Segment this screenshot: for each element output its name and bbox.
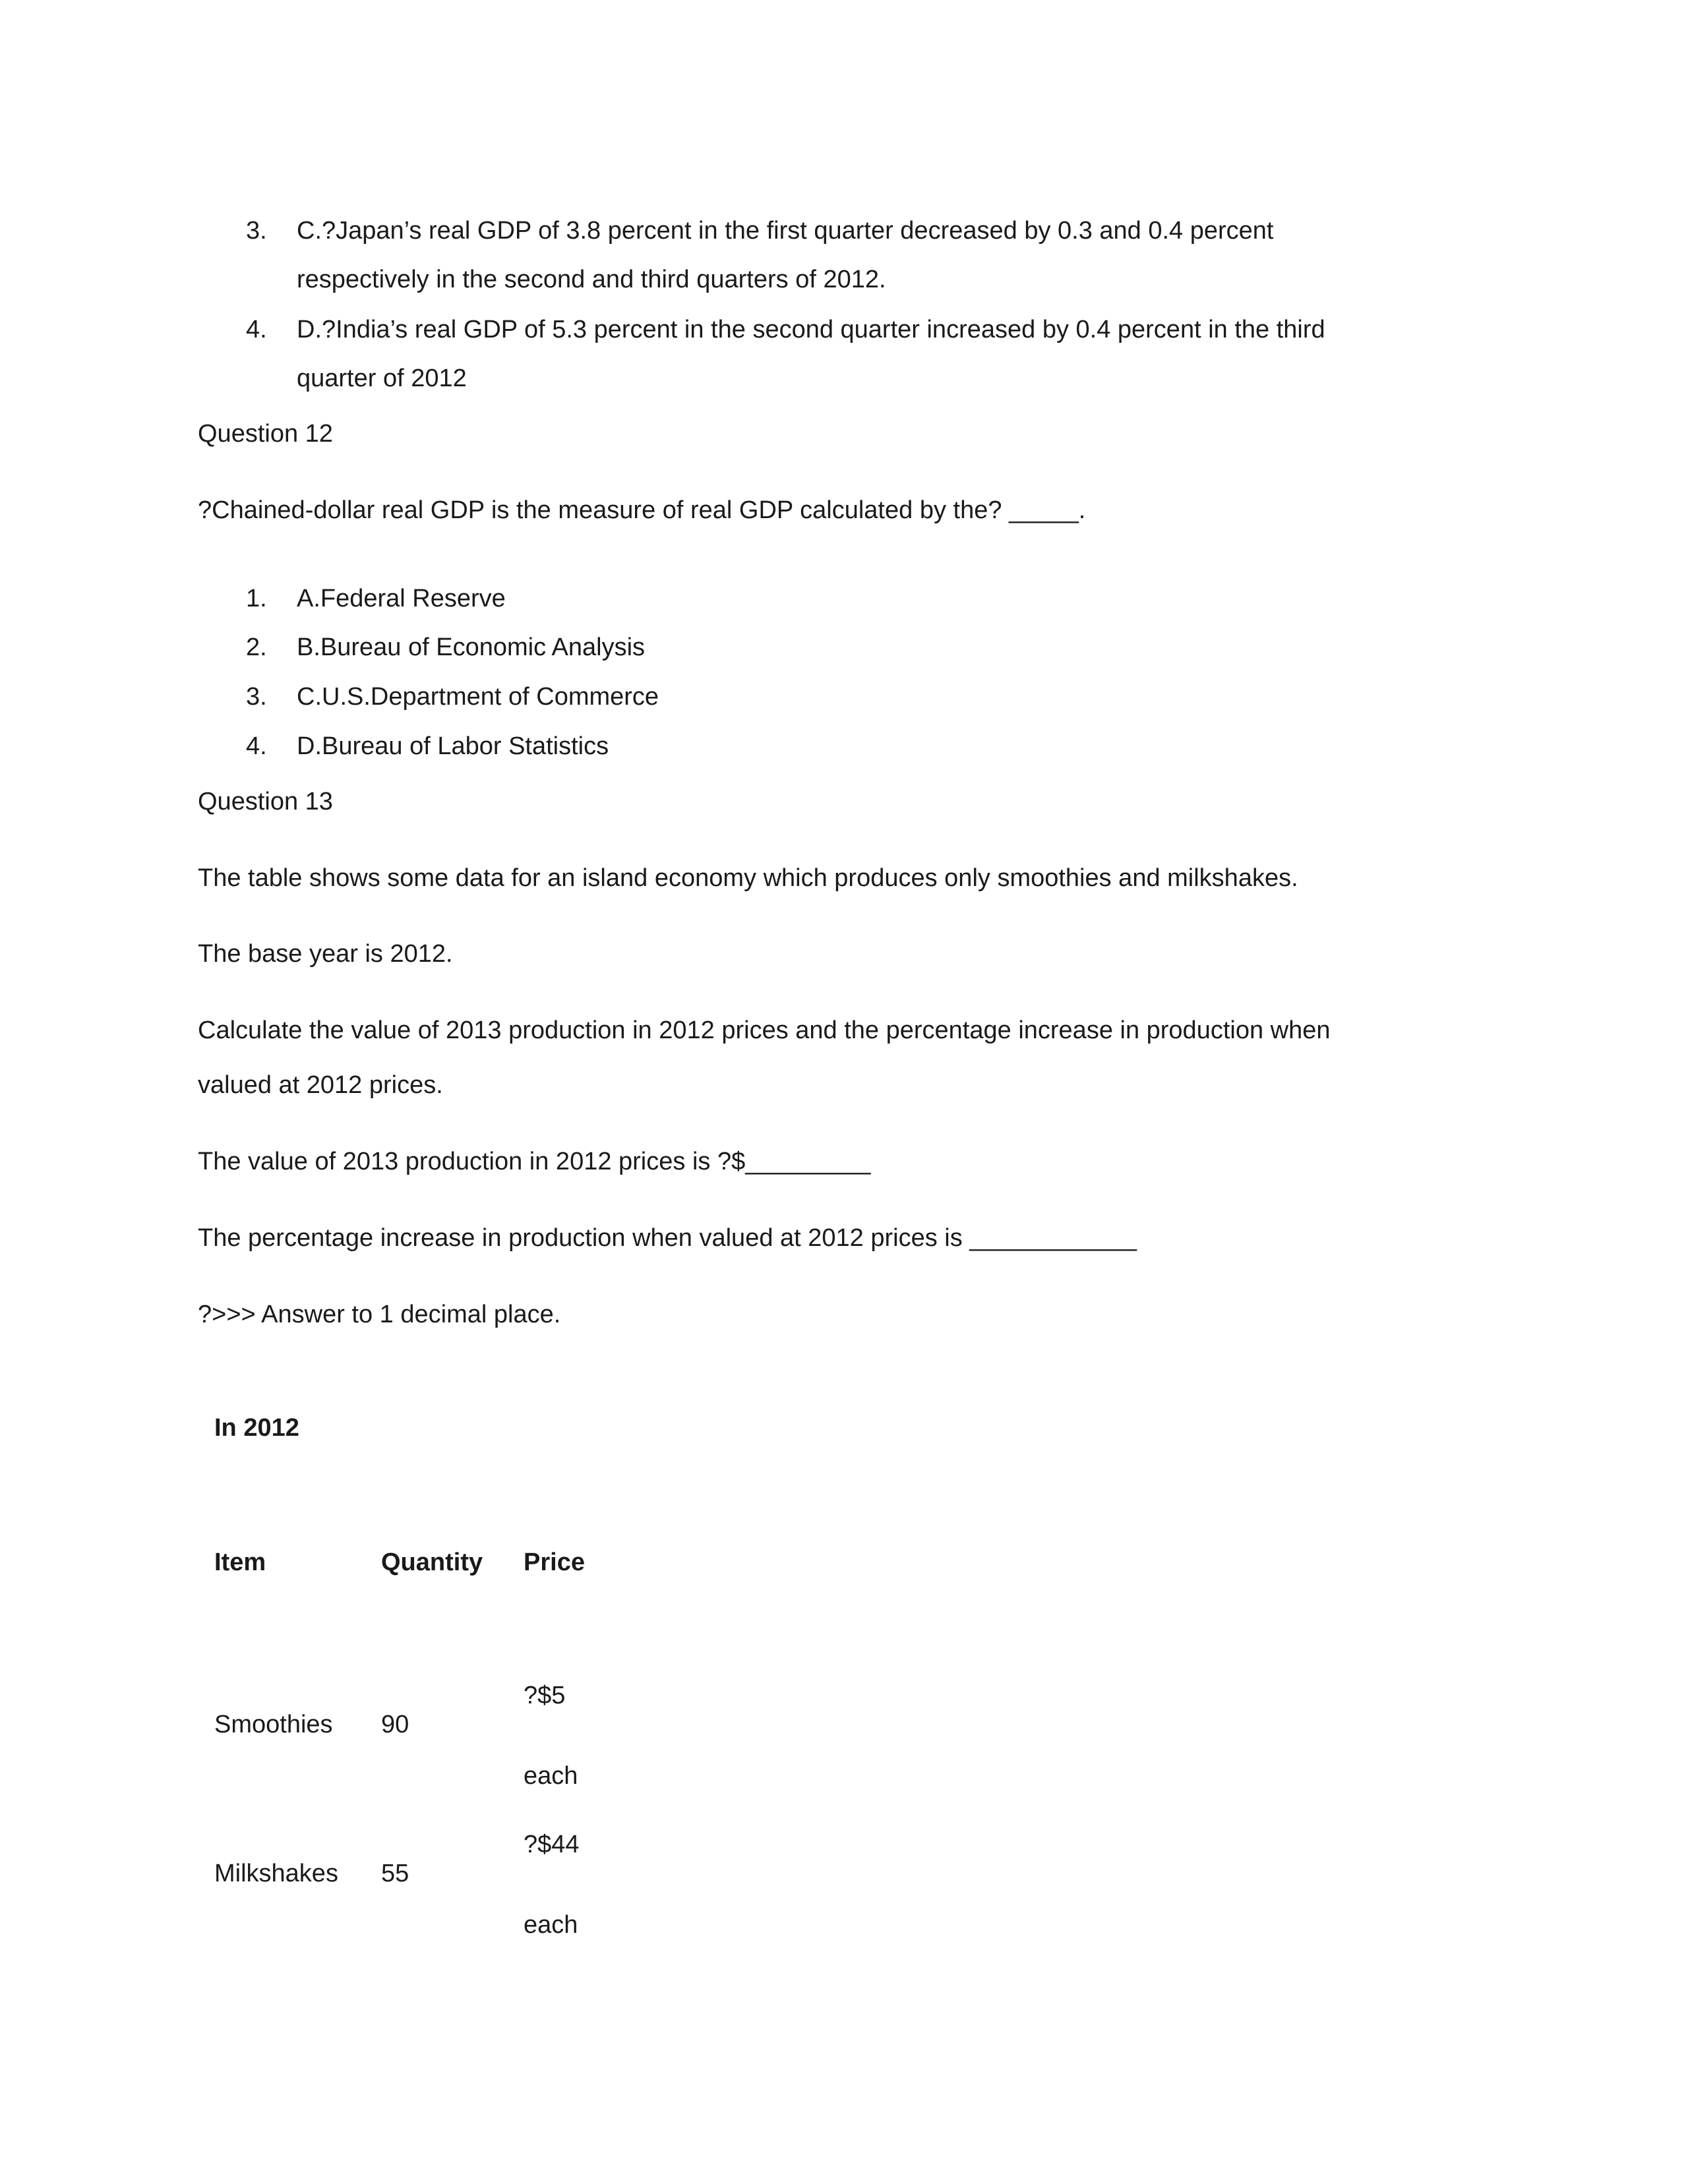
question-prompt: ?Chained-dollar real GDP is the measure of real GDP calculated by the? _____. — [198, 496, 1086, 524]
table-cell-price-unit: each — [524, 1911, 578, 1939]
table-cell-price: ?$5 — [524, 1682, 566, 1709]
table-cell-price: ?$44 — [524, 1831, 580, 1858]
question-paragraph: Calculate the value of 2013 production in 2012 prices and the percentage increase in production when — [198, 1017, 1331, 1044]
table-header-quantity: Quantity — [381, 1549, 483, 1576]
question-heading: Question 12 — [198, 420, 333, 448]
table-cell-item: Smoothies — [214, 1711, 333, 1738]
option-text: A.Federal Reserve — [297, 585, 506, 612]
option-text: C.U.S.Department of Commerce — [297, 683, 659, 711]
table-header-price: Price — [524, 1549, 585, 1576]
option-text: B.Bureau of Economic Analysis — [297, 634, 646, 661]
option-text: D.Bureau of Labor Statistics — [297, 732, 609, 760]
answer-blank-line: The percentage increase in production when valued at 2012 prices is ____________ — [198, 1224, 1137, 1252]
question-paragraph: valued at 2012 prices. — [198, 1071, 443, 1099]
question-paragraph: The table shows some data for an island economy which produces only smoothies and milkshakes. — [198, 864, 1298, 892]
table-title: In 2012 — [214, 1414, 299, 1442]
option-text-continued: respectively in the second and third quarters of 2012. — [297, 266, 886, 293]
option-number: 4. — [246, 732, 267, 760]
option-text: C.?Japan’s real GDP of 3.8 percent in the first quarter decreased by 0.3 and 0.4 percent — [297, 217, 1274, 245]
answer-blank-line: The value of 2013 production in 2012 prices is ?$_________ — [198, 1148, 871, 1175]
option-number: 2. — [246, 634, 267, 661]
question-paragraph: The base year is 2012. — [198, 940, 453, 968]
option-number: 4. — [246, 316, 267, 343]
table-cell-quantity: 90 — [381, 1711, 409, 1738]
option-number: 3. — [246, 683, 267, 711]
option-text: D.?India’s real GDP of 5.3 percent in the second quarter increased by 0.4 percent in the third — [297, 316, 1325, 343]
option-number: 3. — [246, 217, 267, 245]
table-cell-item: Milkshakes — [214, 1860, 338, 1887]
table-cell-quantity: 55 — [381, 1860, 409, 1887]
answer-instruction: ?>>> Answer to 1 decimal place. — [198, 1301, 561, 1328]
option-text-continued: quarter of 2012 — [297, 365, 467, 392]
option-number: 1. — [246, 585, 267, 612]
question-heading: Question 13 — [198, 788, 333, 815]
table-cell-price-unit: each — [524, 1762, 578, 1790]
table-header-item: Item — [214, 1549, 266, 1576]
